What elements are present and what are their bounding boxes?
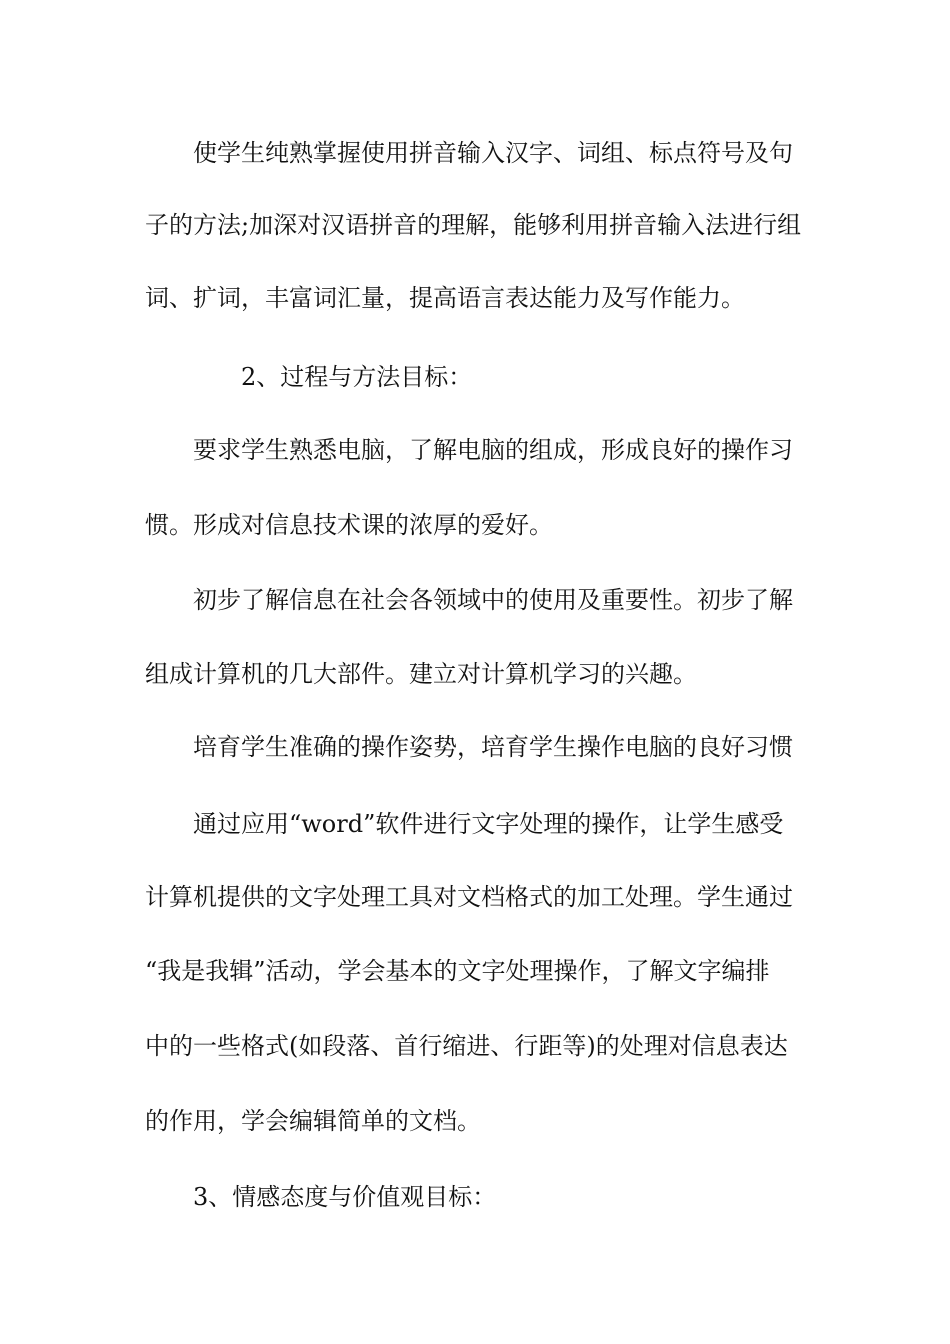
paragraph-line: 中的一些格式(如段落、首行缩进、行距等)的处理对信息表达: [145, 1032, 788, 1060]
paragraph-line: 组成计算机的几大部件。建立对计算机学习的兴趣。: [145, 660, 697, 688]
paragraph-line: 培育学生准确的操作姿势，培育学生操作电脑的良好习惯: [193, 733, 793, 761]
paragraph-line: 子的方法;加深对汉语拼音的理解，能够利用拼音输入法进行组: [145, 211, 802, 239]
paragraph-line: 通过应用“word”软件进行文字处理的操作，让学生感受: [193, 810, 784, 838]
paragraph-line: 初步了解信息在社会各领域中的使用及重要性。初步了解: [193, 586, 793, 614]
paragraph-line: 使学生纯熟掌握使用拼音输入汉字、词组、标点符号及句: [193, 139, 793, 167]
paragraph-line: 词、扩词，丰富词汇量，提高语言表达能力及写作能力。: [145, 284, 745, 312]
section-heading: 2、过程与方法目标：: [241, 363, 473, 391]
paragraph-line: 计算机提供的文字处理工具对文档格式的加工处理。学生通过: [145, 883, 793, 911]
paragraph-line: 的作用，学会编辑简单的文档。: [145, 1107, 481, 1135]
section-heading: 3、情感态度与价值观目标：: [193, 1183, 497, 1211]
paragraph-line: 要求学生熟悉电脑，了解电脑的组成，形成良好的操作习: [193, 436, 793, 464]
paragraph-line: “我是我辑”活动，学会基本的文字处理操作，了解文字编排: [145, 957, 770, 985]
paragraph-line: 惯。形成对信息技术课的浓厚的爱好。: [145, 511, 553, 539]
